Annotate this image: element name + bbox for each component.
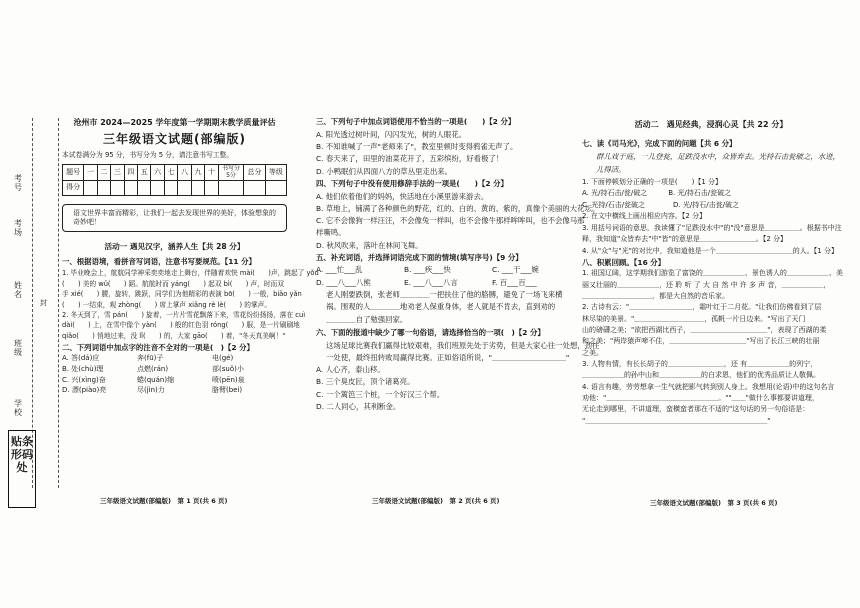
- score-input[interactable]: [244, 180, 265, 195]
- option: C. 兴(xìng)奋: [62, 375, 106, 384]
- option: D. 二人同心，其利断金。: [316, 401, 401, 411]
- sidebar-label-class: 班级: [14, 339, 22, 357]
- barcode-area: 贴条形码处: [8, 430, 36, 508]
- text-line: "＿＿＿＿＿＿＿＿＿＿＿＿＿＿＿＿＿＿＿＿＿＿＿＿＿＿": [582, 416, 771, 425]
- question-3-title: 三、下列句子中加点词语使用不恰当的一项是( )【2 分】: [316, 117, 516, 126]
- seal-line: [58, 118, 59, 488]
- question-7-title: 七、读《司马光》，完成下面的问题【共 6 分】: [582, 138, 737, 148]
- option-row: [62, 375, 287, 386]
- score-cell: 总分: [244, 165, 265, 180]
- text-line: 1. 毕业晚会上，航航同学神采奕奕地走上舞台，伴随着欢快 mài( )声，跳起了 yǒu: [62, 269, 319, 278]
- option: B. 三个臭皮匠，顶个诸葛亮。: [316, 377, 415, 387]
- blank-item: A. ___忙___乱: [316, 264, 363, 274]
- section-2-title: 活动二 遇见经典，浸润心灵【共 22 分】: [634, 120, 788, 129]
- question-3-options: [316, 129, 578, 178]
- score-cell: 书写分 5分: [218, 165, 244, 180]
- question-6-options: [316, 364, 578, 413]
- intro-scroll: 语文世界丰富而精彩，让我们一起去发现世界的美好，体验想象的奇妙吧！: [62, 204, 287, 233]
- option: B. 不知谁喊了一声"老师来了"，教室里顿时变得鸦雀无声了。: [316, 142, 518, 152]
- score-table-header-row: [63, 165, 287, 180]
- blank-row: [316, 263, 578, 276]
- text-line: 无论走到哪里，不讲道理，蛮横蛮者那在不适的"这句话的另一句俗语是：: [582, 405, 810, 414]
- option-row: [62, 385, 287, 396]
- blank-item: C. ___干___婉: [492, 264, 539, 274]
- score-table-score-row: [63, 180, 287, 195]
- page-3: [582, 120, 843, 427]
- option-row: [62, 353, 287, 364]
- option: 蜷(quán)缩: [137, 375, 175, 384]
- text-line: 4. 语言有趣，劳劳想拿一生气就把影气转到别人身上。我想用(论语)中的这句名言: [582, 382, 835, 391]
- score-input[interactable]: [218, 180, 244, 195]
- text-line: 群儿戏于庭，一儿登瓮，足跌没水中，众皆弃去。光持石击瓮破之，水迸，: [596, 152, 840, 162]
- blank-item: E. ___八___八言: [404, 277, 458, 287]
- text-line: 林尽染的美景。"＿＿＿＿＿＿＿＿＿＿，孤帆一片日边来。"写出了天门: [582, 314, 806, 323]
- text-line: 祸。围观的人＿＿＿＿地劝老人保重身体，老人就是不肯去，直到劝的: [326, 302, 556, 312]
- text-line: 劝他："＿＿＿＿＿＿＿＿＿＿＿＿＿＿＿＿。""＿＿"做什么事都要讲道理，: [582, 393, 819, 402]
- text-line: 2. 古诗有云："＿＿＿＿＿＿＿＿＿，霜叶红于二月花。"让我们仿佛看到了层: [582, 303, 822, 312]
- score-row-label: 得分: [63, 180, 84, 195]
- text-line: 之美。: [582, 348, 603, 357]
- text-line: 山的磅礴之美；"欲把西湖比西子，＿＿＿＿＿＿＿＿＿＿＿"，表现了西湖的柔: [582, 325, 827, 334]
- text-line: ( ) 一结束，观 zhòng( ) 席上掌声 xiǎng rè lè( ) 的掌声。: [62, 300, 272, 309]
- text-line: 4. 从"众"与"光"的对比中，我知道他是一个＿＿＿＿＿＿＿＿＿＿＿的人。【1 分】: [582, 246, 838, 255]
- question-1-body: [62, 268, 319, 341]
- score-input[interactable]: [84, 180, 97, 195]
- score-cell: 五: [138, 165, 151, 180]
- blank-item: D. ___八___八熊: [316, 277, 371, 287]
- blank-row: [316, 276, 578, 289]
- text-line: dài( ) 上，在雪中像个 yàn( ) 般的红色羽 róng( ) 服，是一片刷刷地: [62, 321, 300, 330]
- option: C. 春天来了，田里的油菜花开了，五彩缤纷，好看极了！: [316, 154, 504, 164]
- text-line: 1. 下面停顿划分正确的一项是( )【1 分】: [582, 177, 723, 186]
- text-line: 手 xié( ) 腰，旋转，跳跃，同学们为他精彩的表演 bō( ) 一般，biǎo yǎn: [62, 290, 302, 299]
- question-4-options: [316, 191, 600, 252]
- option: D. 秋风吹来，落叶在林间飞舞。: [316, 240, 423, 250]
- text-line: ＿＿＿＿＿＿的孙中山和＿＿＿＿＿＿的白求恩，他们的优秀品质让人敬佩。: [582, 371, 820, 380]
- text-line: 2. 冬天到了，雪 pán( ) 旋着，一片片雪花飘落下来，雪花纷纷扬扬，落在 cuì: [62, 310, 306, 319]
- score-input[interactable]: [97, 180, 110, 195]
- score-input[interactable]: [111, 180, 124, 195]
- option: A. 他们依着他们的妈妈，快活地在小溪里游来游去。: [316, 191, 489, 201]
- sidebar-label-school: 学校: [14, 399, 22, 417]
- blank-item: B. ___疾___快: [404, 264, 451, 274]
- question-8-title: 八、积累回顾。【16 分】: [582, 258, 666, 268]
- score-cell: 一: [84, 165, 97, 180]
- page-3-footer: 三年级语文试题(部编版) 第 3 页(共 6 页): [650, 499, 778, 507]
- text-line: 儿得活。: [596, 165, 626, 175]
- option: 点燃(rán): [137, 364, 169, 373]
- question-8-body: [582, 268, 843, 427]
- text-line: qiǎo( ) 悄地过来，没 lǐ( ) 的，大家 gāo( ) 着，"冬天真美啊！": [62, 331, 286, 340]
- question-5-title: 五、补充词语，并选择词语完成下面的情境(填写序号)【9 分】: [316, 252, 523, 262]
- score-input[interactable]: [124, 180, 137, 195]
- score-input[interactable]: [205, 180, 218, 195]
- score-input[interactable]: [191, 180, 204, 195]
- option: 样嘶鸣。: [316, 228, 346, 238]
- score-table: [62, 164, 287, 195]
- option: B. 草地上，铺满了各种颜色的野花，红的、白的、黄的、紫的，真像个美丽的大花坛。: [316, 203, 600, 213]
- question-6-title: 六、下面的报道中缺少了哪一句俗语，请选择恰当的一项( )【2 分】: [316, 327, 545, 337]
- blank-item: F. 百___百___: [492, 277, 537, 287]
- question-4-title: 四、下列句子中没有使用修辞手法的一项是( )【2 分】: [316, 178, 508, 188]
- exam-header: 沧州市 2024—2025 学年度第一学期期末教学质量评估: [73, 118, 276, 127]
- option: 胳臂(bei): [212, 386, 243, 395]
- score-cell: 二: [97, 165, 110, 180]
- exam-note: 本试卷满分为 95 分，书写分为 5 分，请注意书写工整。: [62, 150, 234, 159]
- option: 尽(jìn)力: [137, 386, 165, 395]
- score-cell: 四: [124, 165, 137, 180]
- option: A. 阳光透过树叶间，闪闪发光，树的人眼花。: [316, 129, 467, 139]
- score-input[interactable]: [265, 180, 286, 195]
- score-cell: 十: [205, 165, 218, 180]
- exam-title: 三年级语文试题(部编版): [103, 131, 246, 146]
- page-1: [62, 118, 319, 396]
- text-line: 和之美；"两岸猿声啼不住，＿＿＿＿＿＿＿＿＿＿＿"写出了长江三峡的壮丽: [582, 337, 820, 346]
- text-line: ＿＿＿＿自了勉强回家。: [326, 314, 408, 324]
- text-line: 2. 在文中横线上画出相应内容。【2 分】: [582, 212, 707, 221]
- score-input[interactable]: [138, 180, 151, 195]
- sidebar-label-exam-number: 考号: [14, 174, 22, 192]
- option: C. 它不会像狗一样汪汪，不会像兔一样叫，也不会像牛那样哞哞叫，也不会像马那: [316, 216, 585, 226]
- score-cell: 八: [178, 165, 191, 180]
- text-line: 1. 祖国辽阔，这学期我们游览了富饶的＿＿＿＿＿＿、景色诱人的＿＿＿＿＿＿、美: [582, 269, 843, 278]
- question-7-body: [582, 177, 840, 258]
- question-2-title: 二、下列词语中加点字的注音不全对的一项是( )【2 分】: [62, 343, 254, 352]
- option: A. 人心齐，泰山移。: [316, 365, 385, 375]
- text-line: 3. 人物有情，有长长胡子的＿＿＿＿＿＿＿＿，还 有＿＿＿＿＿＿的列宁，: [582, 359, 818, 368]
- text-line: 一处使，最终扭转败局赢得比赛。正如俗语所说，"＿＿＿＿＿＿＿＿＿＿": [326, 353, 570, 362]
- option: D. 漂(piào)亮: [62, 386, 107, 395]
- option: D. 小鸭眠们从四面八方的草丛里走出来。: [316, 166, 453, 176]
- text-line: 3. 用括号词语的意思，我读懂了"足跌没水中"的"没"意思是＿＿＿＿＿。根据书中注: [582, 223, 842, 232]
- option-row: [62, 364, 287, 375]
- question-2-options: [62, 353, 287, 396]
- option: 奔(fū)子: [137, 353, 164, 362]
- option: 部(suǒ)小: [212, 364, 244, 373]
- score-cell: 等级: [265, 165, 286, 180]
- score-cell: 九: [191, 165, 204, 180]
- text-line: C. 光持/石击/瓮破之 D. 光/持石/击瓮/破之: [582, 200, 739, 209]
- page-2-footer: 三年级语文试题(部编版) 第 2 页(共 6 页): [372, 497, 500, 505]
- option: 电(gé): [212, 353, 234, 362]
- score-cell: 六: [151, 165, 164, 180]
- section-1-title: 活动一 遇见汉字，涵养人生【共 28 分】: [104, 242, 245, 252]
- score-cell: 三: [111, 165, 124, 180]
- score-input[interactable]: [178, 180, 191, 195]
- score-cell: 七: [164, 165, 177, 180]
- option: B. 处(chù)理: [62, 364, 104, 373]
- option: 喷(pēn)泉: [212, 375, 245, 384]
- text-line: 释，我知道"众皆弃去"中"皆"的意思是＿＿＿＿＿＿＿＿。【2 分】: [582, 235, 788, 244]
- sima-guang-passage: [582, 151, 840, 176]
- page-1-footer: 三年级语文试题(部编版) 第 1 页(共 6 页): [100, 497, 228, 505]
- question-5-passage: [316, 289, 578, 326]
- option: A. 答(dá)应: [62, 353, 100, 362]
- score-input[interactable]: [151, 180, 164, 195]
- option: C. 一个篱笆三个桩，一个好汉三个帮。: [316, 389, 445, 399]
- text-line: ＿＿＿＿＿＿＿＿＿＿，都是大自然的音乐家。: [582, 291, 729, 300]
- text-line: ( ) 美的 wǔ( ) 蹈。航航时而 yáng( ) 起双 bì( ) 声，时而双: [62, 279, 284, 288]
- score-cell: 题号: [63, 165, 84, 180]
- sidebar-label-name: 姓名: [14, 281, 22, 299]
- text-line: A. 光/持石击/瓮/破之 B. 光/持石击/瓮破之: [582, 189, 732, 198]
- text-line: 老人刚要跌倒，张老师＿＿＿＿一把扶住了他的胳膊，避免了一场飞来横: [326, 290, 563, 300]
- question-1-title: 一、根据语境，看拼音写词语，注意书写要规范。【11 分】: [62, 256, 256, 266]
- sidebar-label-exam-room: 考场: [14, 219, 22, 237]
- seal-mark: 封: [40, 299, 47, 307]
- text-line: 丽又壮丽的＿＿＿＿＿＿，还 聆 听 了 大 自 然 中 许 多 声 音，＿＿＿＿＿＿，: [582, 280, 831, 289]
- score-input[interactable]: [164, 180, 177, 195]
- text-line: 这场足球比赛我们赢得比较艰难，我们班原先处于劣势，但是大家心往一处想，劲往: [326, 340, 600, 350]
- question-5-blanks: [316, 263, 578, 290]
